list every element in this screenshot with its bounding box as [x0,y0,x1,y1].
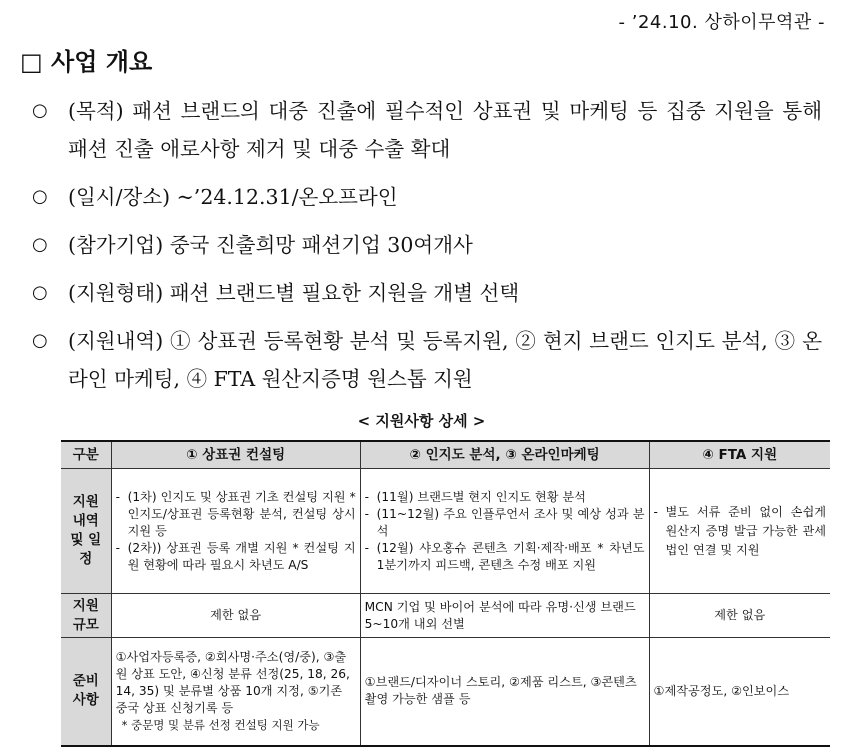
bullet-circle-icon: ○ [32,186,48,207]
row-label-scale: 지원 규모 [61,594,111,638]
bullet-text: (참가기업) 중국 진출희망 패션기업 30여개사 [68,233,473,257]
details-marketing-cell [360,469,649,594]
table-row-scale [61,594,830,638]
row-label-prep: 준비 사항 [61,638,111,746]
bullet-purpose [32,92,822,168]
list-item: - (11월) 브랜드별 현지 인지도 현황 분석 [365,489,645,506]
bullet-text: (목적) 패션 브랜드의 대중 진출에 필수적인 상표권 및 마케팅 등 집중 지원을 통해 패션 진출 애로사항 제거 및 대중 수출 확대 [68,99,822,161]
header-trademark: ① 상표권 컨설팅 [111,441,360,469]
scale-fta-cell: 제한 없음 [649,594,830,638]
bullet-circle-icon: ○ [32,282,48,303]
row-label-details: 지원 내역 및 일정 [61,469,111,594]
bullet-date-place [32,178,822,216]
list-item: - (11~12월) 주요 인플루언서 조사 및 예상 성과 분석 [365,506,645,540]
prep-fta-cell: ①제작공정도, ②인보이스 [649,638,830,746]
bullet-support-details [32,322,822,398]
table-caption: < 지원사항 상세 > [357,412,486,430]
scale-marketing-cell: MCN 기업 및 바이어 분석에 따라 유명·신생 브랜드 5~10개 내외 선별 [360,594,649,638]
bullet-text: (지원형태) 패션 브랜드별 필요한 지원을 개별 선택 [68,281,520,305]
bullet-participants [32,226,822,264]
table-header-row [61,441,830,469]
bullet-circle-icon: ○ [32,100,48,121]
bullet-circle-icon: ○ [32,234,48,255]
prep-trademark-note: * 중문명 및 분류 선정 컨설팅 지원 가능 [121,717,320,732]
prep-marketing-cell: ①브랜드/디자이너 스토리, ②제품 리스트, ③콘텐츠 촬영 가능한 샘플 등 [360,638,649,746]
prep-trademark-cell [111,638,360,746]
details-fta-cell [649,469,830,594]
header-fta: ④ FTA 지원 [649,441,830,469]
table-row-details [61,469,830,594]
scale-trademark-cell: 제한 없음 [111,594,360,638]
bullet-circle-icon: ○ [32,330,48,351]
prep-trademark-text: ①사업자등록증, ②회사명·주소(영/중), ③출원 상표 도안, ④신청 분류 선정(25, 18, 26, 14, 35) 및 분류별 상품 10개 지정, ⑤기존 중국 상표 신청기록 등 [115,649,350,715]
list-item: - 별도 서류 준비 없이 손쉽게 원산지 증명 발급 가능한 관세법인 연결 및 지원 [654,503,826,560]
support-detail-table [61,440,830,747]
header-awareness-marketing: ② 인지도 분석, ③ 온라인마케팅 [360,441,649,469]
bullet-text: (일시/장소) ~’24.12.31/온오프라인 [68,185,398,209]
section-title: □ 사업 개요 [20,48,153,76]
details-trademark-cell [111,469,360,594]
header-category: 구분 [61,441,111,469]
list-item: - (12월) 샤오홍슈 콘텐츠 기획·제작·배포 * 차년도 1분기까지 피드백, 콘텐츠 수정 배포 지원 [365,540,645,574]
list-item: - (1차) 인지도 및 상표권 기초 컨설팅 지원 * 인지도/상표권 등록현황 분석, 컨설팅 상시 지원 등 [116,489,356,540]
table-row-prep [61,638,830,746]
date-office-label: - ’24.10. 상하이무역관 - [618,12,825,33]
bullet-support-type [32,274,822,312]
overview-bullet-list [32,92,822,408]
bullet-text: (지원내역) ① 상표권 등록현황 분석 및 등록지원, ② 현지 브랜드 인지도 분석, ③ 온라인 마케팅, ④ FTA 원산지증명 원스톱 지원 [68,329,822,391]
list-item: - (2차)) 상표권 등록 개별 지원 * 컨설팅 지원 현황에 따라 필요시 차년도 A/S [116,540,356,574]
